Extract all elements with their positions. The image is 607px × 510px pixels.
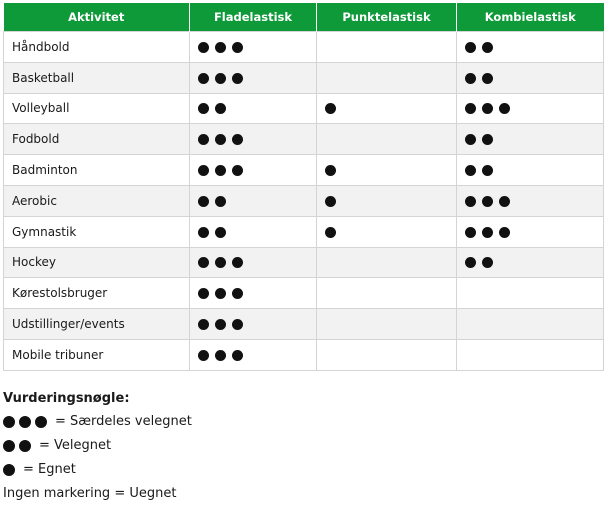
filled-circle-icon: [465, 196, 476, 207]
rating-fladelastisk-cell: [190, 32, 317, 63]
legend-dots: [3, 416, 51, 428]
filled-circle-icon: [198, 196, 209, 207]
filled-circle-icon: [465, 103, 476, 114]
rating-punktelastisk-cell: [317, 155, 457, 186]
rating-kombielastisk-cell: [457, 339, 604, 370]
rating-fladelastisk-cell: [190, 216, 317, 247]
filled-circle-icon: [232, 319, 243, 330]
rating-fladelastisk-cell: [190, 155, 317, 186]
rating-kombielastisk-cell: [457, 185, 604, 216]
rating-kombielastisk-cell: [457, 32, 604, 63]
filled-circle-icon: [499, 196, 510, 207]
filled-circle-icon: [465, 42, 476, 53]
filled-circle-icon: [215, 227, 226, 238]
legend-item: [3, 410, 603, 434]
filled-circle-icon: [232, 42, 243, 53]
activity-cell: Kørestolsbruger: [4, 278, 190, 309]
rating-fladelastisk-cell: [190, 309, 317, 340]
rating-fladelastisk-cell: [190, 93, 317, 124]
filled-circle-icon: [482, 42, 493, 53]
activity-cell: Basketball: [4, 62, 190, 93]
filled-circle-icon: [3, 464, 15, 476]
filled-circle-icon: [198, 103, 209, 114]
filled-circle-icon: [35, 416, 47, 428]
legend-label: = Velegnet: [39, 438, 112, 453]
filled-circle-icon: [198, 134, 209, 145]
filled-circle-icon: [198, 257, 209, 268]
filled-circle-icon: [482, 103, 493, 114]
filled-circle-icon: [325, 103, 336, 114]
filled-circle-icon: [215, 134, 226, 145]
filled-circle-icon: [232, 257, 243, 268]
header-kombielastisk: Kombielastisk: [457, 3, 604, 32]
filled-circle-icon: [482, 196, 493, 207]
table-row: [4, 124, 604, 155]
table-row: [4, 247, 604, 278]
legend-title: Vurderingsnøgle:: [3, 391, 130, 406]
rating-punktelastisk-cell: [317, 247, 457, 278]
filled-circle-icon: [482, 257, 493, 268]
filled-circle-icon: [3, 440, 15, 452]
filled-circle-icon: [198, 42, 209, 53]
rating-fladelastisk-cell: [190, 62, 317, 93]
table-row: [4, 309, 604, 340]
filled-circle-icon: [499, 227, 510, 238]
rating-punktelastisk-cell: [317, 32, 457, 63]
rating-punktelastisk-cell: [317, 62, 457, 93]
filled-circle-icon: [215, 350, 226, 361]
filled-circle-icon: [232, 165, 243, 176]
filled-circle-icon: [3, 416, 15, 428]
filled-circle-icon: [215, 165, 226, 176]
table-row: [4, 216, 604, 247]
filled-circle-icon: [499, 103, 510, 114]
rating-fladelastisk-cell: [190, 278, 317, 309]
rating-punktelastisk-cell: [317, 93, 457, 124]
filled-circle-icon: [215, 319, 226, 330]
rating-punktelastisk-cell: [317, 124, 457, 155]
legend-label: Ingen markering = Uegnet: [3, 486, 177, 501]
rating-kombielastisk-cell: [457, 216, 604, 247]
rating-punktelastisk-cell: [317, 185, 457, 216]
filled-circle-icon: [19, 440, 31, 452]
rating-fladelastisk-cell: [190, 339, 317, 370]
legend-item: [3, 482, 603, 506]
rating-kombielastisk-cell: [457, 124, 604, 155]
rating-punktelastisk-cell: [317, 339, 457, 370]
filled-circle-icon: [198, 165, 209, 176]
filled-circle-icon: [482, 134, 493, 145]
legend-item: [3, 458, 603, 482]
header-punktelastisk: Punktelastisk: [317, 3, 457, 32]
table-row: [4, 339, 604, 370]
filled-circle-icon: [482, 227, 493, 238]
rating-kombielastisk-cell: [457, 309, 604, 340]
filled-circle-icon: [482, 165, 493, 176]
legend-label: = Egnet: [23, 462, 76, 477]
activity-cell: Håndbold: [4, 32, 190, 63]
activity-cell: Badminton: [4, 155, 190, 186]
rating-kombielastisk-cell: [457, 247, 604, 278]
filled-circle-icon: [198, 288, 209, 299]
filled-circle-icon: [325, 227, 336, 238]
rating-fladelastisk-cell: [190, 185, 317, 216]
filled-circle-icon: [215, 103, 226, 114]
filled-circle-icon: [215, 257, 226, 268]
filled-circle-icon: [465, 73, 476, 84]
activity-cell: Volleyball: [4, 93, 190, 124]
filled-circle-icon: [232, 134, 243, 145]
table-header-row: [4, 3, 604, 32]
filled-circle-icon: [482, 73, 493, 84]
table-row: [4, 278, 604, 309]
filled-circle-icon: [232, 73, 243, 84]
filled-circle-icon: [325, 165, 336, 176]
legend-label: = Særdeles velegnet: [55, 414, 192, 429]
filled-circle-icon: [198, 319, 209, 330]
activity-cell: Aerobic: [4, 185, 190, 216]
filled-circle-icon: [215, 196, 226, 207]
legend-item: [3, 434, 603, 458]
rating-kombielastisk-cell: [457, 62, 604, 93]
filled-circle-icon: [198, 227, 209, 238]
rating-kombielastisk-cell: [457, 155, 604, 186]
filled-circle-icon: [198, 73, 209, 84]
header-aktivitet: Aktivitet: [4, 3, 190, 32]
rating-legend: [3, 388, 603, 506]
activity-cell: Gymnastik: [4, 216, 190, 247]
filled-circle-icon: [232, 288, 243, 299]
filled-circle-icon: [232, 350, 243, 361]
table-row: [4, 62, 604, 93]
header-fladelastisk: Fladelastisk: [190, 3, 317, 32]
activity-cell: Udstillinger/events: [4, 309, 190, 340]
suitability-table: [3, 3, 604, 371]
table-row: [4, 185, 604, 216]
rating-punktelastisk-cell: [317, 216, 457, 247]
table-row: [4, 32, 604, 63]
filled-circle-icon: [465, 134, 476, 145]
filled-circle-icon: [215, 73, 226, 84]
legend-dots: [3, 464, 19, 476]
table-row: [4, 155, 604, 186]
filled-circle-icon: [465, 257, 476, 268]
filled-circle-icon: [215, 42, 226, 53]
filled-circle-icon: [19, 416, 31, 428]
rating-fladelastisk-cell: [190, 247, 317, 278]
activity-cell: Hockey: [4, 247, 190, 278]
rating-punktelastisk-cell: [317, 278, 457, 309]
filled-circle-icon: [198, 350, 209, 361]
filled-circle-icon: [465, 165, 476, 176]
legend-dots: [3, 440, 35, 452]
filled-circle-icon: [465, 227, 476, 238]
rating-kombielastisk-cell: [457, 93, 604, 124]
filled-circle-icon: [325, 196, 336, 207]
filled-circle-icon: [215, 288, 226, 299]
rating-kombielastisk-cell: [457, 278, 604, 309]
table-row: [4, 93, 604, 124]
activity-cell: Fodbold: [4, 124, 190, 155]
activity-cell: Mobile tribuner: [4, 339, 190, 370]
rating-fladelastisk-cell: [190, 124, 317, 155]
rating-punktelastisk-cell: [317, 309, 457, 340]
